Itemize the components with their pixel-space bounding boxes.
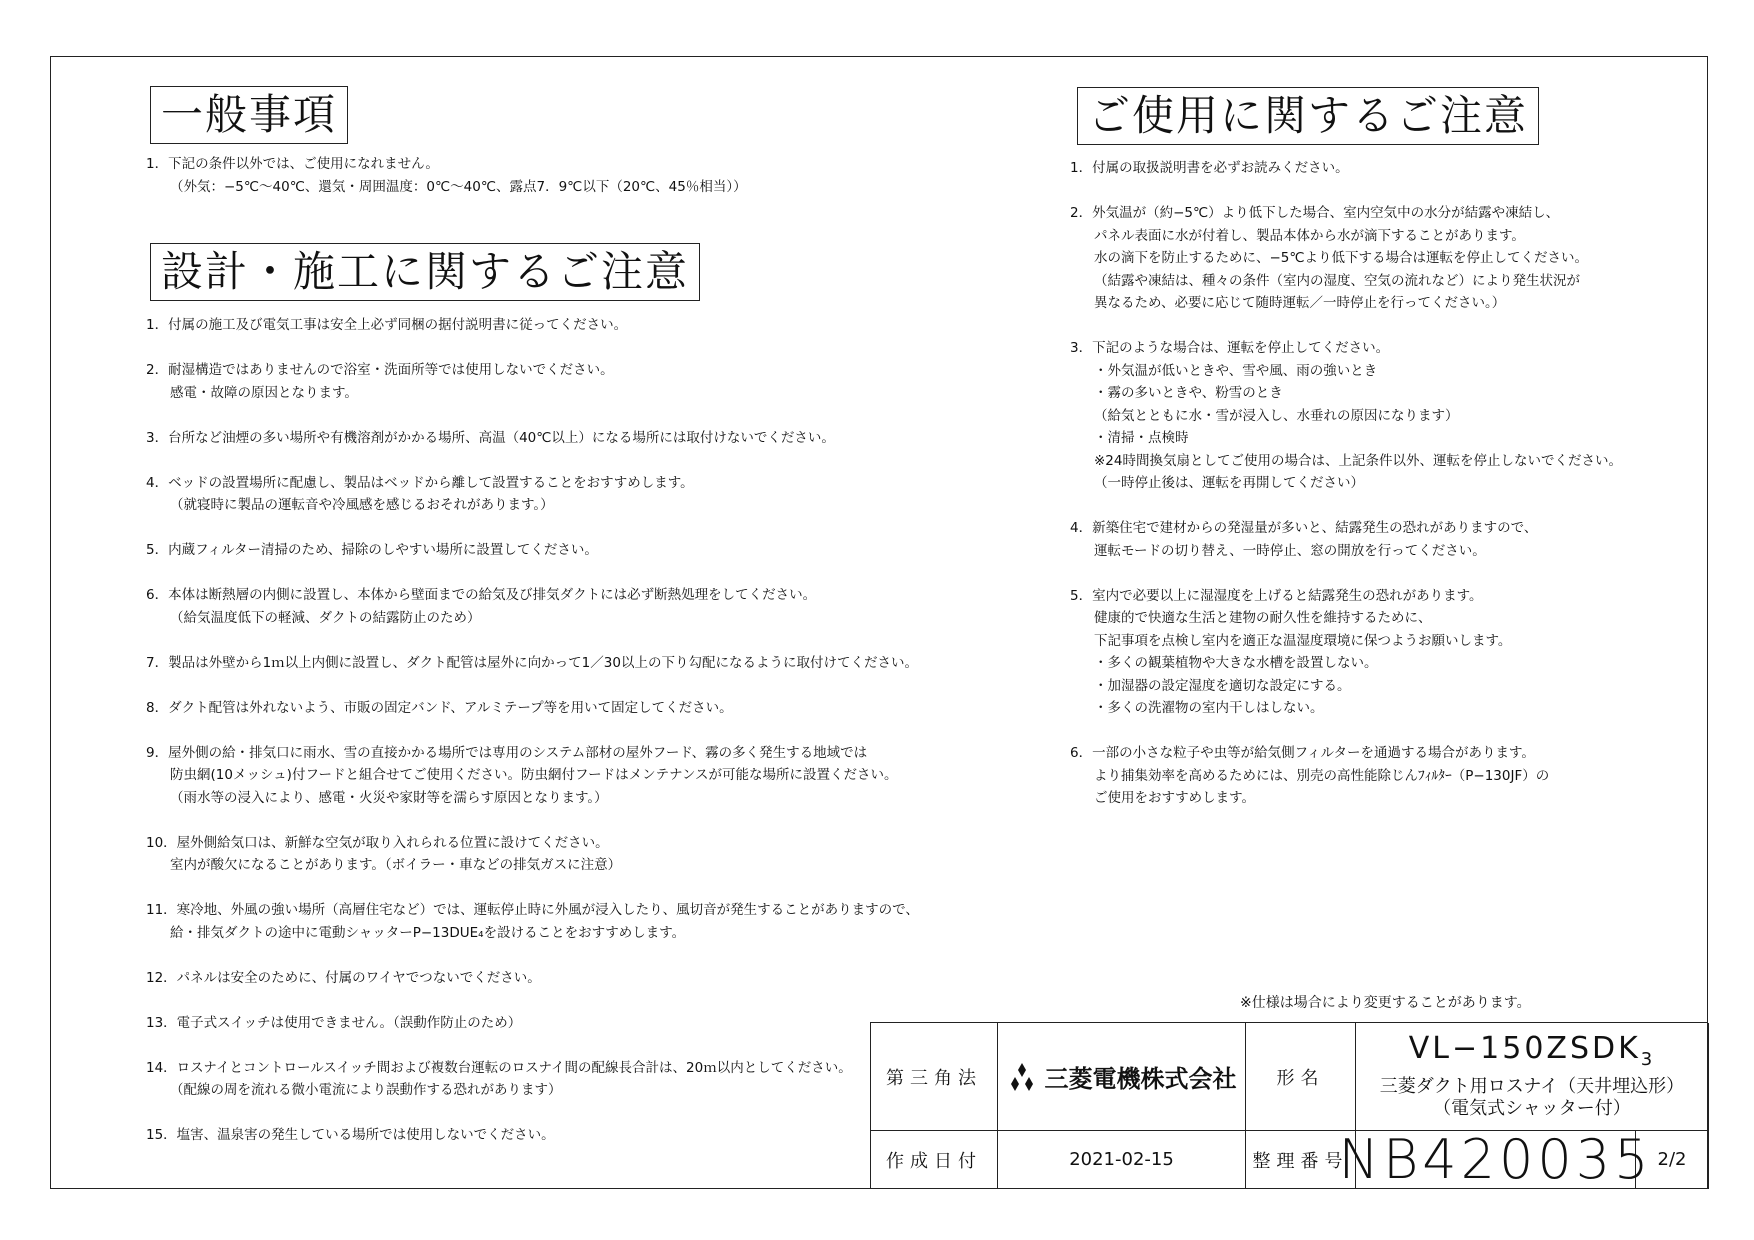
list-item [146,1124,919,1147]
item-line: 運転モードの切り替え、一時停止、窓の開放を行ってください。 [1094,542,1486,559]
title-block [870,1022,1708,1191]
item-line: ・加湿器の設定湿度を適切な設定にする。 [1094,677,1351,694]
item-line: 2．耐湿構造ではありませんので浴室・洗面所等では使用しないでください。 [146,362,614,378]
list-item [1070,742,1622,810]
page-cell [1636,1131,1709,1189]
item-line: 9．屋外側の給・排気口に雨水、雪の直接かかる場所では専用のシステム部材の屋外フード、霧の多く発生する地域では [146,744,868,761]
item-line: ・多くの観葉植物や大きな水槽を設置しない。 [1094,655,1378,671]
item-line: 4．ベッドの設置場所に配慮し、製品はベッドから離して設置することをおすすめします。 [146,474,694,491]
item-line: ご使用をおすすめします。 [1094,790,1256,806]
product-name-1: 三菱ダクト用ロスナイ（天井埋込形） [1379,1076,1685,1097]
model-cell [1356,1023,1709,1131]
item-line: ・多くの洗濯物の室内干しはしない。 [1094,700,1324,716]
item-line: 5．室内で必要以上に湿湿度を上げると結露発生の恐れがあります。 [1070,587,1483,604]
projection-label: 第三角法 [886,1067,982,1089]
page-number: 2/2 [1657,1149,1687,1170]
item-line: （給気温度低下の軽減、ダクトの結露防止のため） [170,609,481,626]
item-line: 異なるため、必要に応じて随時運転／一時停止を行ってください。） [1094,295,1506,311]
item-line: 6．本体は断熱層の内側に設置し、本体から壁面までの給気及び排気ダクトには必ず断熱処理をしてください。 [146,587,817,603]
item-line: 健康的で快適な生活と建物の耐久性を維持するために、 [1094,610,1432,626]
company-name: 三菱電機株式会社 [1044,1065,1237,1093]
design-items [146,314,919,1169]
item-line: 給・排気ダクトの途中に電動シャッターP−13DUE₄を設けることをおすすめします。 [170,924,686,941]
item-line: 5．内蔵フィルター清掃のため、掃除のしやすい場所に設置してください。 [146,542,598,558]
date-cell [998,1131,1246,1189]
list-item [1070,585,1622,720]
item-line: 6．一部の小さな粒子や虫等が給気側フィルターを通過する場合があります。 [1070,745,1535,761]
created-date: 2021-02-15 [1069,1149,1174,1170]
usage-title: ご使用に関するご注意 [1077,87,1539,145]
item-line: パネル表面に水が付着し、製品本体から水が滴下することがあります。 [1094,227,1525,244]
item-line: ※24時間換気扇としてご使用の場合は、上記条件以外、運転を停止しないでください。 [1094,452,1622,469]
item-line: 15．塩害、温泉害の発生している場所では使用しないでください。 [146,1127,555,1143]
list-item [146,314,919,337]
item-line: 12．パネルは安全のために、付属のワイヤでつないでください。 [146,969,541,986]
list-item [1070,517,1622,562]
item-line: 2．外気温が（約−5℃）より低下した場合、室内空気中の水分が結露や凍結し、 [1070,205,1560,221]
list-item [1070,337,1622,495]
item-line: ・外気温が低いときや、雪や風、雨の強いとき [1094,362,1378,379]
item-line: （給気とともに水・雪が浸入し、水垂れの原因になります） [1094,407,1459,424]
list-item [146,899,919,944]
general-title: 一般事項 [150,86,348,144]
list-item [146,742,919,810]
list-item [146,832,919,877]
item-line: 8．ダクト配管は外れないよう、市販の固定バンド、アルミテープ等を用いて固定してください。 [146,699,733,716]
item-line: 4．新築住宅で建材からの発湿量が多いと、結露発生の恐れがありますので、 [1070,520,1538,536]
general-items [146,153,747,221]
list-item [146,472,919,517]
item-line: 防虫網(10メッシュ)付フードと組合せてご使用ください。防虫網付フードはメンテナンスが可能な場所に設置ください。 [170,767,898,783]
item-line: 7．製品は外壁から1ｍ以上内側に設置し、ダクト配管は屋外に向かって1／30以上の下り勾配になるように取付けてください。 [146,654,918,671]
date-label-cell [871,1131,998,1189]
document-number: NB420035 [1338,1128,1653,1191]
list-item [146,967,919,990]
model-number: $VL-150ZSDK_3$ [1408,1031,1656,1070]
model-label: 形名 [1276,1067,1325,1089]
docno-label: 整理番号 [1252,1150,1349,1172]
list-item [146,697,919,720]
item-line: 下記事項を点検し室内を適正な温湿度環境に保つようお願いします。 [1094,632,1512,649]
item-line: （雨水等の浸入により、感電・火災や家財等を濡らす原因となります。） [170,789,608,806]
item-line: ・清掃・点検時 [1094,430,1189,446]
item-line: 14．ロスナイとコントロールスイッチ間および複数台運転のロスナイ間の配線長合計は、20ｍ以内としてください。 [146,1059,852,1076]
list-item [146,153,747,198]
projection-cell [871,1023,998,1131]
item-line: 13．電子式スイッチは使用できません。（誤動作防止のため） [146,1014,522,1031]
spec-note: ※仕様は場合により変更することがあります。 [1240,995,1531,1011]
list-item [146,427,919,450]
item-line: より捕集効率を高めるためには、別売の高性能除じんﾌｨﾙﾀｰ（P−130JF）の [1094,767,1550,784]
model-label-cell [1246,1023,1356,1131]
docno-cell [1338,1128,1653,1191]
item-line: 3．下記のような場合は、運転を停止してください。 [1070,340,1390,356]
list-item [146,1012,919,1035]
item-line: 3．台所など油煙の多い場所や有機溶剤がかかる場所、高温（40℃以上）になる場所には取付けないでください。 [146,429,835,446]
usage-items [1070,157,1622,832]
item-line: 1．下記の条件以外では、ご使用になれません。 [146,156,439,172]
product-name-2: （電気式シャッター付） [1433,1098,1631,1119]
item-line: 水の滴下を防止するために、−5℃より低下する場合は運転を停止してください。 [1094,250,1589,266]
list-item [146,1057,919,1102]
company-logo [1007,1059,1237,1094]
list-item [146,584,919,629]
list-item [1070,202,1622,315]
list-item [146,652,919,675]
item-line: （結露や凍結は、種々の条件（室内の湿度、空気の流れなど）により発生状況が [1094,272,1580,289]
item-line: （外気：−5℃〜40℃、還気・周囲温度：0℃〜40℃、露点7．9℃以下（20℃、45％相当）） [170,178,747,195]
item-line: 感電・故障の原因となります。 [170,384,358,401]
list-item [1070,157,1622,180]
company-cell [998,1023,1246,1131]
list-item [146,359,919,404]
item-line: （配線の周を流れる微小電流により誤動作する恐れがあります） [170,1082,562,1098]
date-label: 作成日付 [886,1150,982,1172]
item-line: 1．付属の取扱説明書を必ずお読みください。 [1070,160,1349,176]
item-line: 室内が酸欠になることがあります。（ボイラー・車などの排気ガスに注意） [170,857,622,873]
item-line: 11．寒冷地、外風の強い場所（高層住宅など）では、運転停止時に外風が浸入したり、風切音が発生することがありますので、 [146,902,919,918]
three-diamonds-icon [1007,1063,1037,1091]
item-line: 1．付属の施工及び電気工事は安全上必ず同梱の据付説明書に従ってください。 [146,317,628,333]
item-line: 10．屋外側給気口は、新鮮な空気が取り入れられる位置に設けてください。 [146,834,609,851]
item-line: ・霧の多いときや、粉雪のとき [1094,385,1283,401]
list-item [146,539,919,562]
item-line: （就寝時に製品の運転音や冷風感を感じるおそれがあります。） [170,497,554,513]
item-line: （一時停止後は、運転を再開してください） [1094,475,1364,491]
design-title: 設計・施工に関するご注意 [150,243,700,301]
